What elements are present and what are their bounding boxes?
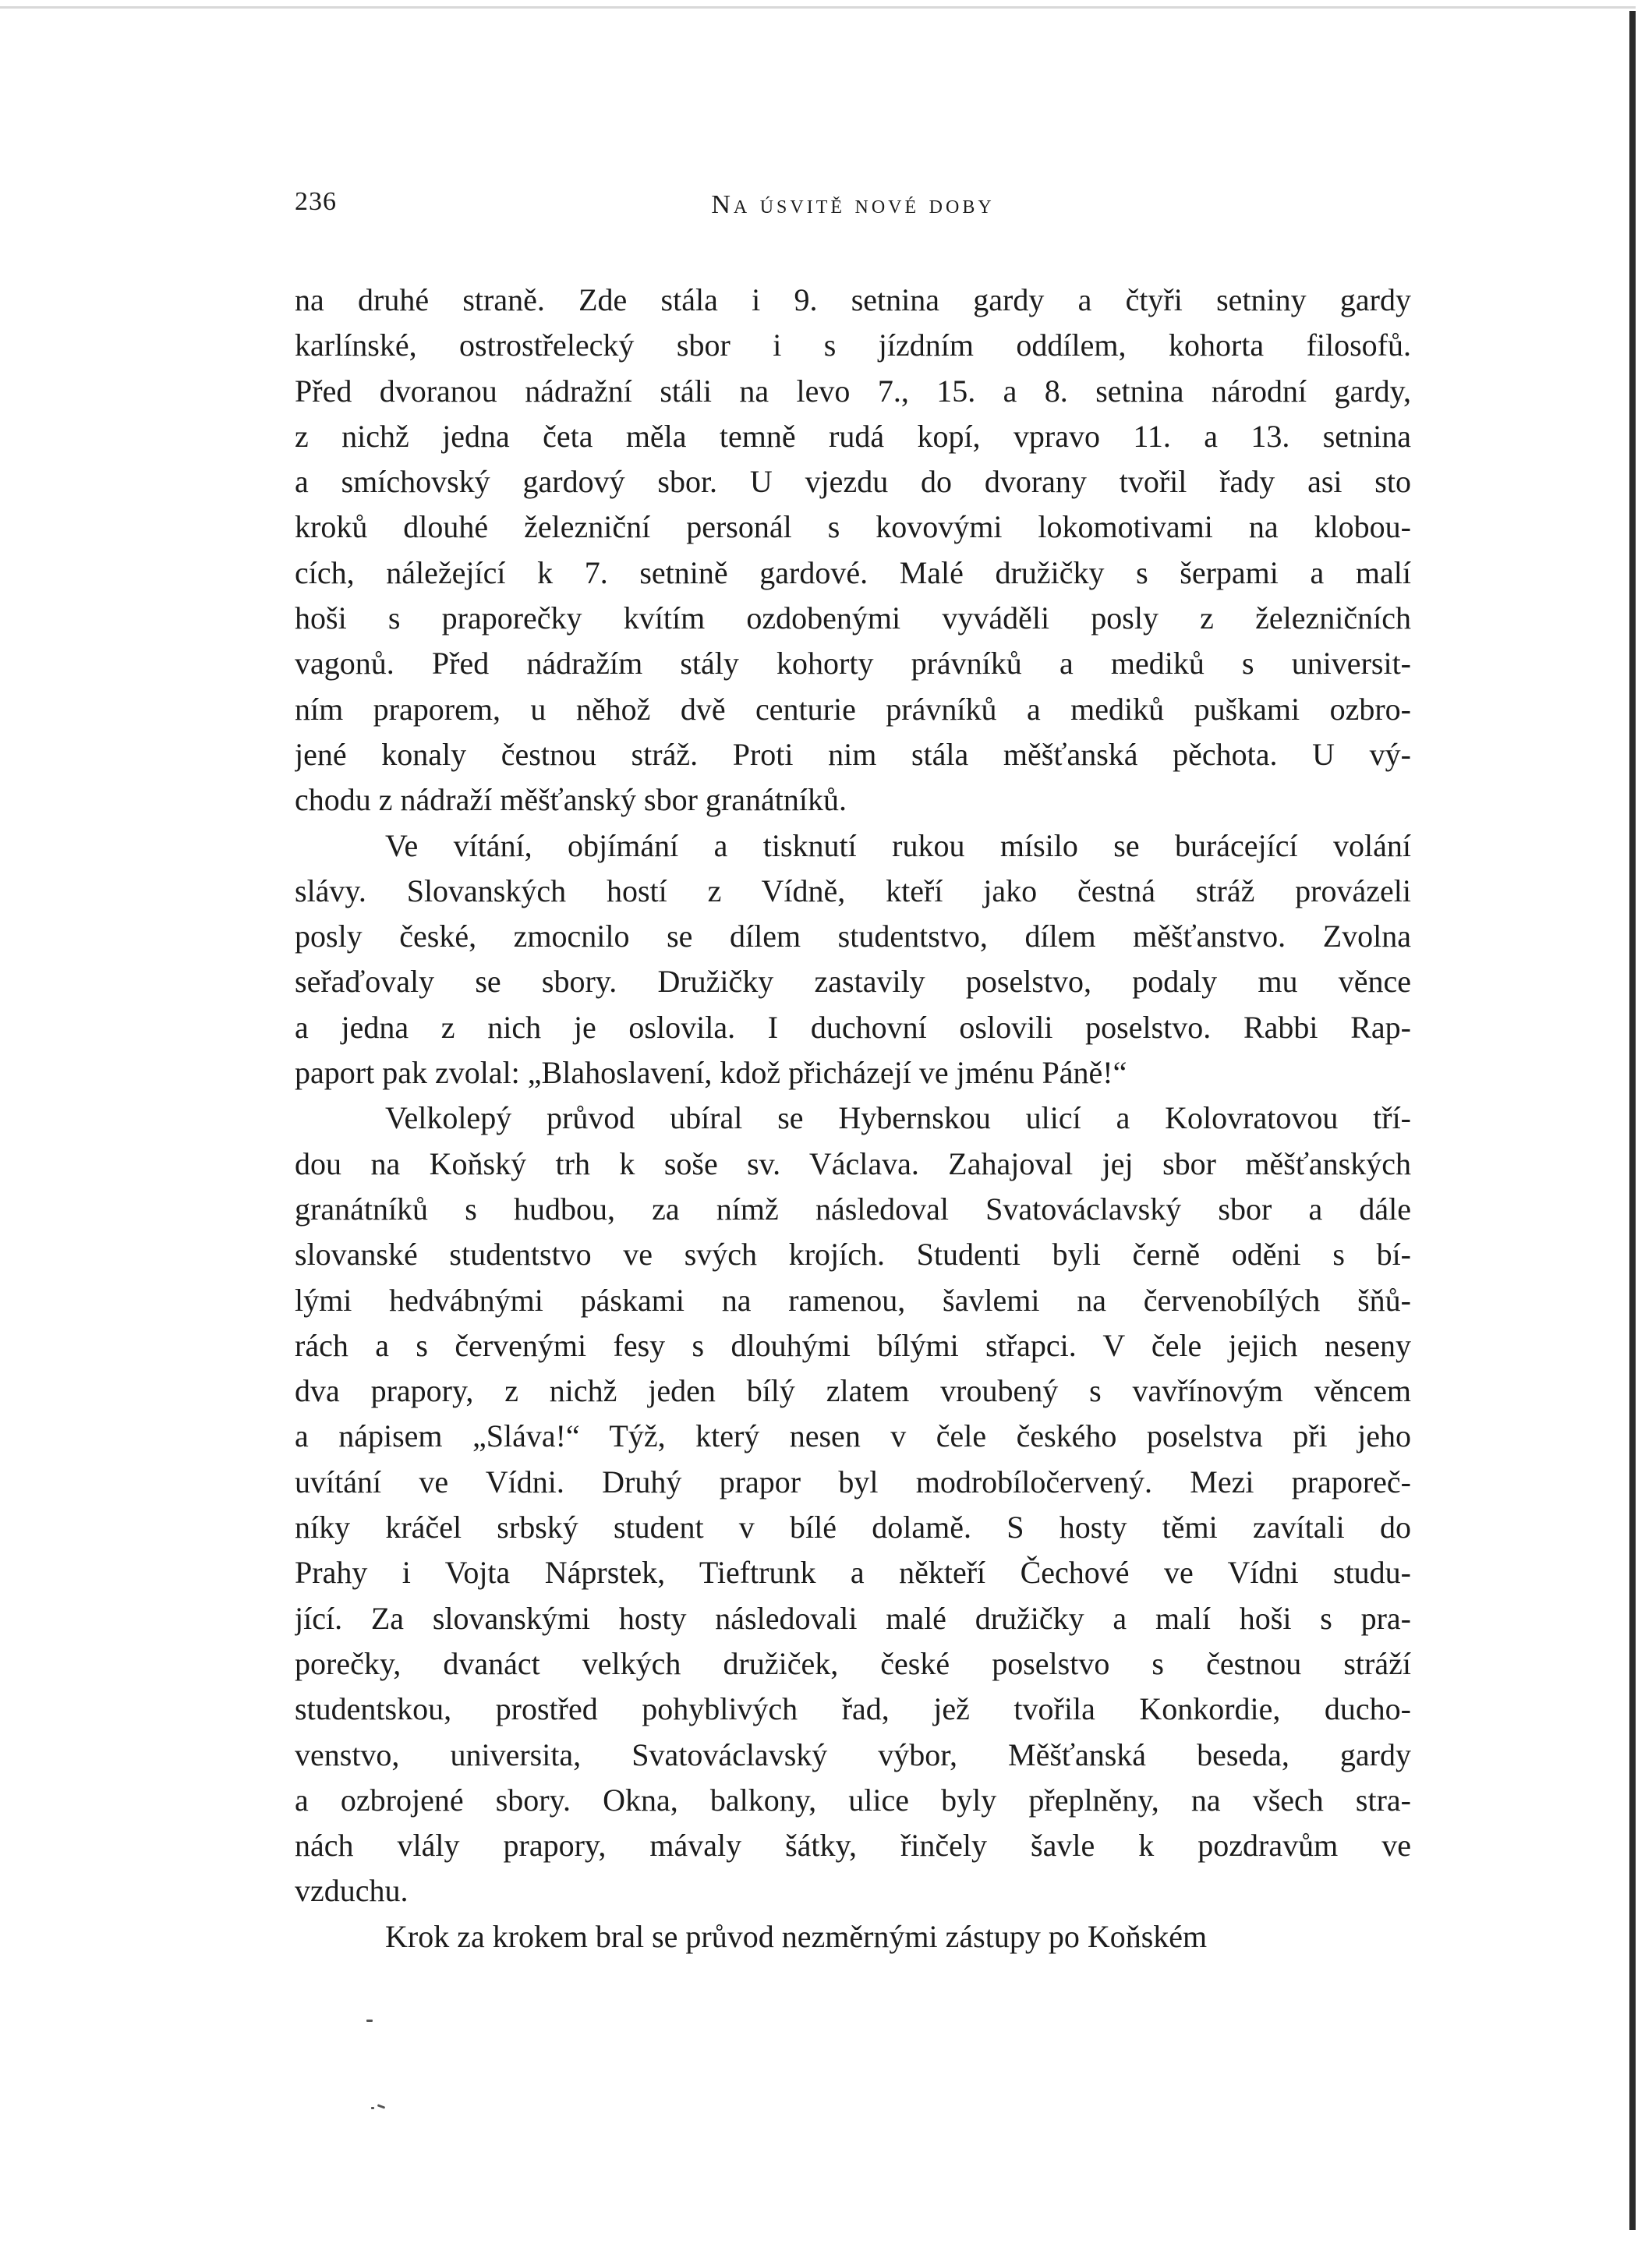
text-line: chodu z nádraží měšťanský sbor granátníků. [295,782,847,818]
speck [366,2020,373,2022]
speck [371,2107,374,2109]
text-line: vzduchu. [295,1873,409,1909]
text-line: slovanské studentstvo ve svých krojích. Studenti byli černě oděni s bí- [295,1237,1411,1273]
text-line: rách a s červenými fesy s dlouhými bílými střapci. V čele jejich neseny [295,1327,1411,1363]
page-number: 236 [295,187,337,216]
text-line: slávy. Slovanských hostí z Vídně, kteří jako čestná stráž provázeli [295,873,1411,908]
text-line: nách vlály prapory, mávaly šátky, řinčely šavle k pozdravům ve [295,1828,1411,1864]
text-line: z nichž jedna četa měla temně rudá kopí, vpravo 11. a 13. setnina [295,418,1411,454]
book-page [295,0,1411,2241]
text-line: vagonů. Před nádražím stály kohorty právníků a mediků s universit- [295,646,1411,682]
text-line: paport pak zvolal: „Blahoslavení, kdož přicházejí ve jménu Páně!“ [295,1055,1127,1091]
text-line: studentskou, prostřed pohyblivých řad, jež tvořila Konkordie, ducho- [295,1691,1411,1727]
text-line: hoši s praporečky kvítím ozdobenými vyváděli posly z železničních [295,600,1411,636]
text-line: níky kráčel srbský student v bílé dolamě. S hosty těmi zavítali do [295,1510,1411,1545]
text-line: Velkolepý průvod ubíral se Hybernskou ulicí a Kolovratovou tří- [385,1100,1411,1136]
text-line: dou na Koňský trh k soše sv. Václava. Zahajoval jej sbor měšťanských [295,1145,1411,1181]
running-title: Na úsvitě nové doby [711,190,995,219]
scan-specks [366,2020,413,2113]
text-line: a smíchovský gardový sbor. U vjezdu do dvorany tvořil řady asi sto [295,464,1411,500]
text-line: a nápisem „Sláva!“ Týž, který nesen v čele českého poselstva při jeho [295,1418,1411,1454]
text-line: seřaďovaly se sbory. Družičky zastavily poselstvo, podaly mu věnce [295,964,1411,1000]
text-line: lými hedvábnými páskami na ramenou, šavlemi na červenobílých šňů- [295,1282,1411,1318]
text-line: porečky, dvanáct velkých družiček, české poselstvo s čestnou stráží [295,1645,1411,1681]
text-line: Prahy i Vojta Náprstek, Tieftrunk a někteří Čechové ve Vídni studu- [295,1555,1411,1591]
text-line: jené konaly čestnou stráž. Proti nim stála měšťanská pěchota. U vý- [295,736,1411,772]
running-head [295,187,1411,226]
text-line: dva prapory, z nichž jeden bílý zlatem vroubený s vavřínovým věncem [295,1373,1411,1409]
text-line: na druhé straně. Zde stála i 9. setnina gardy a čtyři setniny gardy [295,282,1411,317]
text-line: posly české, zmocnilo se dílem studentstvo, dílem měšťanstvo. Zvolna [295,919,1411,954]
paragraph [295,1914,1411,1960]
text-line: venstvo, universita, Svatováclavský výbor, Měšťanská beseda, gardy [295,1737,1411,1772]
text-line: uvítání ve Vídni. Druhý prapor byl modrobíločervený. Mezi praporeč- [295,1464,1411,1499]
speck [377,2104,385,2108]
text-line: karlínské, ostrostřelecký sbor i s jízdním oddílem, kohorta filosofů. [295,327,1411,363]
paragraph [295,823,1411,1096]
body-text [295,278,1411,1960]
text-line: a ozbrojené sbory. Okna, balkony, ulice byly přeplněny, na všech stra- [295,1782,1411,1818]
paragraph [295,1096,1411,1914]
text-line: Před dvoranou nádražní stáli na levo 7., 15. a 8. setnina národní gardy, [295,373,1411,409]
text-line: jící. Za slovanskými hosty následovali malé družičky a malí hoši s pra- [295,1600,1411,1636]
scan-edge-right [1629,11,1636,2230]
text-line: Ve vítání, objímání a tisknutí rukou mísilo se burácející volání [385,827,1411,863]
text-line: granátníků s hudbou, za nímž následoval Svatováclavský sbor a dále [295,1191,1411,1227]
text-line: cích, náležející k 7. setnině gardové. Malé družičky s šerpami a malí [295,554,1411,590]
text-line: a jedna z nich je oslovila. I duchovní oslovili poselstvo. Rabbi Rap- [295,1009,1411,1045]
text-line: ním praporem, u něhož dvě centurie právníků a mediků puškami ozbro- [295,691,1411,727]
text-line: kroků dlouhé železniční personál s kovovými lokomotivami na klobou- [295,509,1411,545]
text-line: Krok za krokem bral se průvod nezměrnými zástupy po Koňském [385,1918,1208,1954]
paragraph [295,278,1411,823]
